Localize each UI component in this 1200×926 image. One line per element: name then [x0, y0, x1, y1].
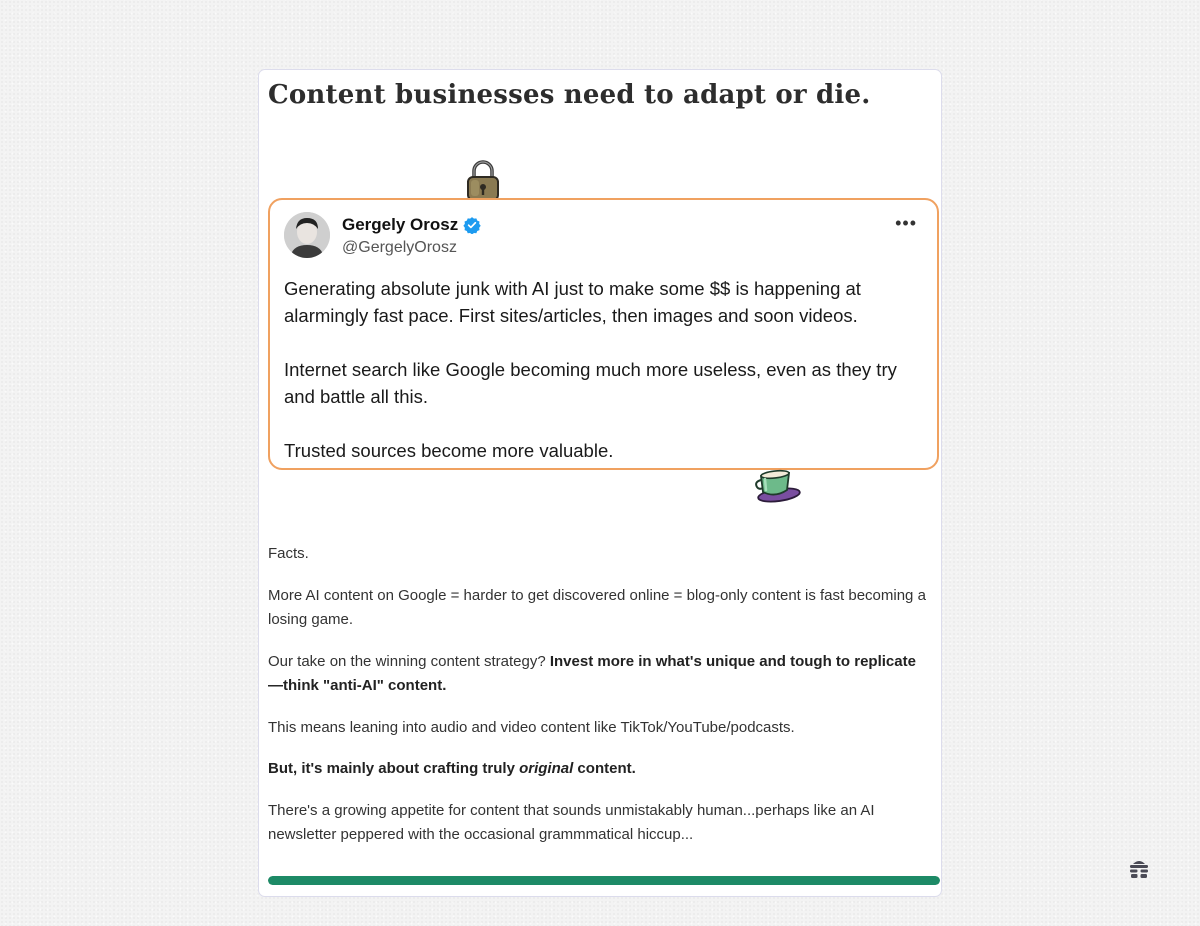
- more-options-icon[interactable]: •••: [895, 213, 917, 233]
- tweet-author-name[interactable]: Gergely Orosz: [342, 215, 459, 234]
- tweet-paragraph: Internet search like Google becoming much more useless, even as they try and battle all this.: [284, 359, 897, 407]
- tweet-author-handle[interactable]: @GergelyOrosz: [342, 239, 457, 256]
- paragraph-audio-video: This means leaning into audio and video content like TikTok/YouTube/podcasts.: [268, 718, 795, 736]
- paragraph-appetite: There's a growing appetite for content that sounds unmistakably human...perhaps like an AI newsletter peppered with the occasional grammmatical hiccup...: [268, 801, 875, 843]
- article-title: Content businesses need to adapt or die.: [268, 80, 871, 110]
- paragraph-ai-content: More AI content on Google = harder to get discovered online = blog-only content is fast becoming a losing game.: [268, 586, 926, 628]
- original-em-text: original: [519, 760, 574, 777]
- original-post-text: content.: [573, 760, 636, 777]
- reading-progress-bar: [268, 876, 940, 885]
- avatar[interactable]: [284, 212, 330, 258]
- strategy-bold-text: Invest more in what's unique and tough to replicate—think "anti-AI" content.: [268, 652, 916, 694]
- verified-badge-icon: [463, 216, 481, 234]
- paragraph-strategy: [268, 650, 928, 699]
- tweet-paragraph: Generating absolute junk with AI just to make some $$ is happening at alarmingly fast pace. First sites/articles, then images and soon videos.: [284, 278, 861, 326]
- original-pre-text: But, it's mainly about crafting truly: [268, 760, 520, 777]
- article-body: [268, 542, 928, 865]
- tweet-text: [284, 275, 924, 491]
- site-logo-icon[interactable]: [1128, 858, 1150, 880]
- article-card: [258, 69, 942, 897]
- lock-icon: [465, 158, 501, 202]
- coffee-cup-icon: [753, 466, 805, 506]
- strategy-lead-text: Our take on the winning content strategy?: [268, 652, 550, 670]
- tweet-paragraph: Trusted sources become more valuable.: [284, 440, 614, 461]
- paragraph-original: [268, 757, 928, 782]
- paragraph-facts: Facts.: [268, 545, 309, 562]
- embedded-tweet[interactable]: [268, 198, 939, 470]
- progress-fill: [268, 876, 940, 885]
